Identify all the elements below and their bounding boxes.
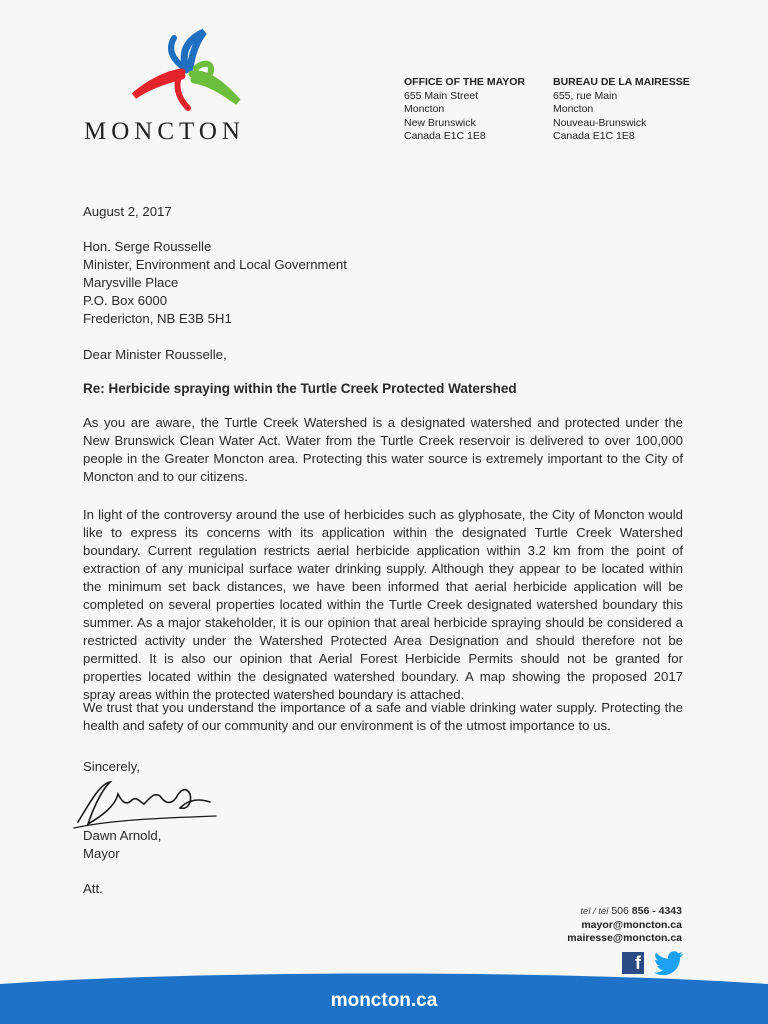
letter-date: August 2, 2017 xyxy=(83,204,172,219)
moncton-emblem-icon xyxy=(126,28,246,118)
address-line: Canada E1C 1E8 xyxy=(404,130,486,142)
body-paragraph-2: In light of the controversy around the use of herbicides such as glyphosate, the City of Moncton would like to express its concerns with its application within the designated Turtle Creek Watershed boundary. Current regulation restricts aerial herbicide application within 3.2 km from the point of extraction of any municipal surface water drinking supply. Although they appear to be located within the minimum set back distances, we have been informed that aerial herbicide application will be completed on several properties located within the Turtle Creek designated watershed boundary this summer. As a major stakeholder, it is our opinion that areal herbicide spraying should be considered a restricted activity under the Watershed Protected Area Designation and should therefore not be permitted. It is also our opinion that Aerial Forest Herbicide Permits should not be granted for properties located within the designated watershed boundary. A map showing the proposed 2017 spray areas within the protected watershed boundary is attached. xyxy=(83,507,683,702)
subject-line: Re: Herbicide spraying within the Turtle Creek Protected Watershed xyxy=(83,381,517,396)
body-paragraph-1: As you are aware, the Turtle Creek Watershed is a designated watershed and protected under the New Brunswick Clean Water Act. Water from the Turtle Creek reservoir is delivered to over 100,000 people in the Greater Moncton area. Protecting this water source is extremely important to the City of Moncton and to our citizens. xyxy=(83,415,683,484)
signer-block xyxy=(83,827,683,863)
signer-name: Dawn Arnold, xyxy=(83,828,162,843)
recipient-line: Marysville Place xyxy=(83,275,179,290)
contact-block xyxy=(567,905,682,946)
address-line: Moncton xyxy=(553,103,594,115)
telephone-line xyxy=(567,905,682,919)
facebook-icon[interactable]: f xyxy=(622,952,644,974)
recipient-block xyxy=(83,238,683,328)
address-line: Canada E1C 1E8 xyxy=(553,130,635,142)
office-address-english xyxy=(404,76,525,144)
recipient-line: Fredericton, NB E3B 5H1 xyxy=(83,311,232,326)
attachment-note: Att. xyxy=(83,881,103,896)
signer-title: Mayor xyxy=(83,846,120,861)
body-paragraph-3: We trust that you understand the importance of a safe and viable drinking water supply. Protecting the health and safety of our community and our environment is of the utmost importance to us. xyxy=(83,700,683,733)
tel-area-code: 506 xyxy=(611,905,629,917)
address-line: Nouveau-Brunswick xyxy=(553,116,647,129)
moncton-logo xyxy=(84,28,294,148)
address-line: New Brunswick xyxy=(404,116,476,129)
recipient-line: P.O. Box 6000 xyxy=(83,293,168,308)
salutation: Dear Minister Rousselle, xyxy=(83,347,227,362)
recipient-line: Minister, Environment and Local Government xyxy=(83,257,347,272)
address-line: 655 Main Street xyxy=(404,89,479,102)
office-heading-en: OFFICE OF THE MAYOR xyxy=(404,76,525,88)
office-address-french xyxy=(553,76,690,144)
city-wordmark: MONCTON xyxy=(84,118,245,145)
email-french[interactable]: mairesse@moncton.ca xyxy=(567,932,682,944)
recipient-line: Hon. Serge Rousselle xyxy=(83,239,212,254)
email-english[interactable]: mayor@moncton.ca xyxy=(581,918,682,931)
office-heading-fr: BUREAU DE LA MAIRESSE xyxy=(553,76,690,88)
tel-number: 856 - 4343 xyxy=(631,905,682,917)
footer-banner xyxy=(0,970,768,1024)
address-line: Moncton xyxy=(404,103,445,115)
closing: Sincerely, xyxy=(83,759,140,774)
address-line: 655, rue Main xyxy=(553,89,618,102)
handwritten-signature xyxy=(70,772,220,832)
tel-label: tel / tél xyxy=(580,906,609,917)
website-link[interactable]: moncton.ca xyxy=(330,990,438,1011)
